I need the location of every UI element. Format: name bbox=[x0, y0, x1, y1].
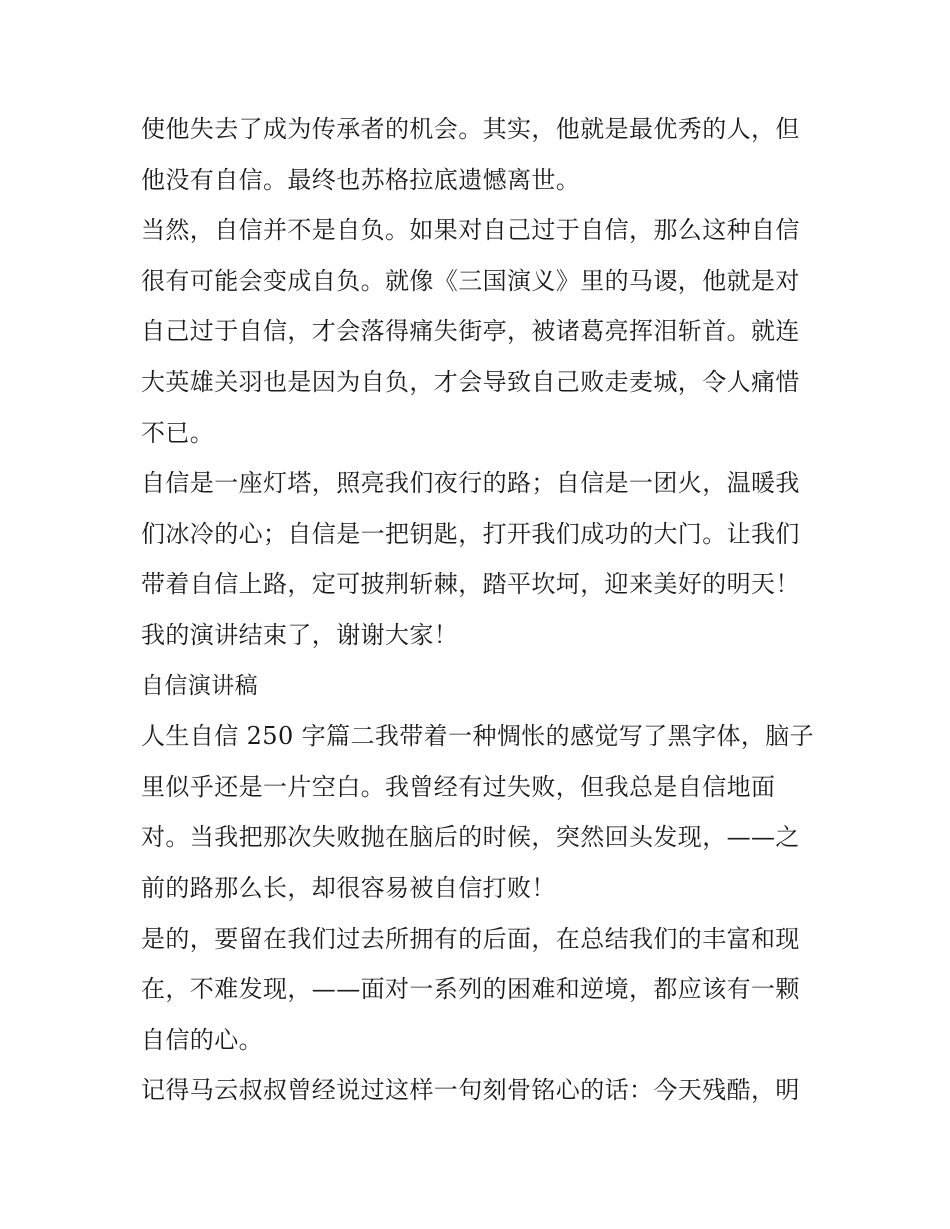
paragraph-1 bbox=[141, 104, 821, 205]
text-line: 们冰冷的心；自信是一把钥匙，打开我们成功的大门。让我们 bbox=[141, 519, 800, 548]
heading-text: 自信演讲稿 bbox=[141, 672, 258, 699]
text-line: 不已。 bbox=[141, 418, 215, 447]
text-line: 自己过于自信，才会落得痛失街亭，被诸葛亮挥泪斩首。就连 bbox=[141, 317, 800, 346]
text-line: 使他失去了成为传承者的机会。其实，他就是最优秀的人，但 bbox=[141, 115, 800, 143]
text-line: 自信是一座灯塔，照亮我们夜行的路；自信是一团火，温暖我 bbox=[141, 469, 800, 498]
paragraph-6 bbox=[141, 711, 821, 913]
paragraph-3 bbox=[141, 458, 821, 610]
text-line: 在，不难发现，——面对一系列的困难和逆境，都应该有一颗 bbox=[141, 975, 800, 1004]
text-line: 自信的心。 bbox=[141, 1025, 263, 1054]
section-heading bbox=[141, 661, 821, 712]
text-line: 记得马云叔叔曾经说过这样一句刻骨铭心的话：今天残酷，明 bbox=[141, 1076, 800, 1105]
paragraph-2 bbox=[141, 205, 821, 458]
text-line: 很有可能会变成自负。就像《三国演义》里的马谡，他就是对 bbox=[141, 266, 800, 295]
text-line: 大英雄关羽也是因为自负，才会导致自己败走麦城，令人痛惜 bbox=[141, 367, 800, 396]
text-line: 前的路那么长，却很容易被自信打败！ bbox=[141, 873, 556, 902]
text-line: 带着自信上路，定可披荆斩棘，踏平坎坷，迎来美好的明天！ bbox=[141, 570, 800, 599]
text-line: 我的演讲结束了，谢谢大家！ bbox=[141, 620, 459, 649]
paragraph-8 bbox=[141, 1065, 821, 1116]
text-line: 他没有自信。最终也苏格拉底遗憾离世。 bbox=[141, 165, 581, 194]
text-line: 里似乎还是一片空白。我曾经有过失败，但我总是自信地面 bbox=[141, 772, 776, 801]
text-line: 对。当我把那次失败抛在脑后的时候，突然回头发现，——之 bbox=[141, 823, 800, 852]
text-line: 是的，要留在我们过去所拥有的后面，在总结我们的丰富和现 bbox=[141, 924, 800, 953]
text-line: 人生自信 250 字篇二我带着一种惆怅的感觉写了黑字体，脑子 bbox=[141, 722, 815, 751]
paragraph-4 bbox=[141, 610, 821, 661]
document-body bbox=[141, 104, 821, 1116]
text-line: 当然，自信并不是自负。如果对自己过于自信，那么这种自信 bbox=[141, 216, 800, 245]
paragraph-7 bbox=[141, 914, 821, 1066]
